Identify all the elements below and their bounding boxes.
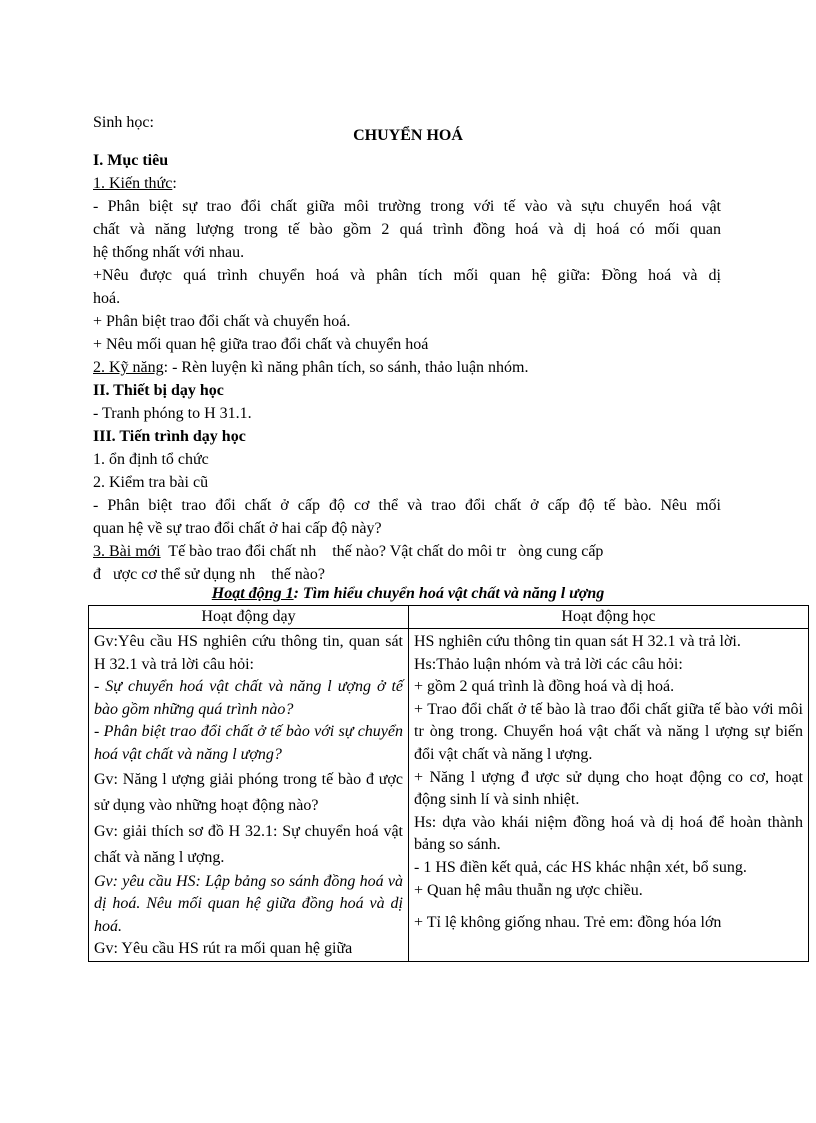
knowledge-line: chất và năng lượng trong tế bào gồm 2 quá trình đồng hoá và dị hoá có mối quan [93,221,721,238]
col-header-student: Hoạt động học [409,606,809,629]
student-paragraph: + Năng l ượng đ ược sử dụng cho hoạt động co cơ, hoạt động sinh lí và sinh nhiệt. [414,768,803,809]
knowledge-colon: : [172,175,177,192]
teacher-paragraph: - Phân biệt trao đổi chất ở tế bào với sự chuyển hoá vật chất và năng l ượng? [94,723,403,763]
student-paragraph: - 1 HS điền kết quả, các HS khác nhận xét, bổ sung. [414,858,747,876]
activity-table [88,605,809,962]
teacher-paragraph: Gv: Năng l ượng giải phóng trong tế bào đ ược sử dụng vào những hoạt động nào? [94,770,403,814]
process-line: quan hệ về sự trao đổi chất ở hai cấp độ này? [93,520,382,537]
student-paragraph: + gồm 2 quá trình là đồng hoá và dị hoá. [414,678,675,696]
new-lesson-line-2: đ ược cơ thể sử dụng nh thế nào? [93,566,325,583]
process-line: 2. Kiểm tra bài cũ [93,474,209,491]
activity-label: Hoạt động 1 [211,585,294,602]
knowledge-line: +Nêu được quá trình chuyển hoá và phân tích mối quan hệ giữa: Đồng hoá và dị [93,267,721,284]
section3-heading: III. Tiến trình dạy học [93,428,246,445]
teacher-paragraph: Gv: yêu cầu HS: Lập bảng so sánh đồng hoá và dị hoá. Nêu mối quan hệ giữa đồng hoá và dị hoá. [94,872,403,935]
new-lesson-text: Tế bào trao đổi chất nh thế nào? Vật chất do môi tr òng cung cấp [160,543,604,560]
knowledge-line: + Nêu mối quan hệ giữa trao đổi chất và chuyển hoá [93,336,429,353]
student-paragraph: Hs:Thảo luận nhóm và trả lời các câu hỏi: [414,655,683,673]
activity-title [0,583,816,605]
document-title: CHUYỂN HOÁ [353,127,463,144]
new-lesson-line [93,541,603,563]
student-paragraph: + Quan hệ mâu thuẫn ng ược chiều. [414,881,643,899]
skill-label: 2. Kỹ năng [93,359,164,376]
teacher-cell [89,629,409,962]
subject-label: Sinh học: [93,114,154,131]
knowledge-line: - Phân biệt sự trao đổi chất giữa môi trường trong với tế vào và sựu chuyển hoá vật [93,198,721,215]
table-row [89,629,809,962]
section1-heading: I. Mục tiêu [93,152,169,169]
table-header-row [89,606,809,629]
col-header-teacher: Hoạt động dạy [89,606,409,629]
teacher-paragraph: Gv:Yêu cầu HS nghiên cứu thông tin, quan sát H 32.1 và trả lời câu hỏi: [94,633,403,673]
skill-line [93,357,528,379]
new-lesson-label: 3. Bài mới [93,543,161,560]
process-line: 1. ổn định tổ chức [93,451,209,468]
activity-title-text: : Tìm hiểu chuyển hoá vật chất và năng l ượng [293,585,605,602]
skill-text: : - Rèn luyện kì năng phân tích, so sánh, thảo luận nhóm. [163,359,529,376]
student-paragraph: HS nghiên cứu thông tin quan sát H 32.1 và trả lời. [414,633,741,650]
student-paragraph: + Trao đổi chất ở tế bào là trao đổi chất giữa tế bào với môi tr òng trong. Chuyển hoá vật chất và năng l ượng sự biến đổi vật chất và năng l ượng. [414,700,803,763]
teacher-paragraph: - Sự chuyển hoá vật chất và năng l ượng ở tế bào gồm những quá trình nào? [94,678,403,718]
knowledge-label: 1. Kiến thức [93,175,173,192]
process-line: - Phân biệt trao đổi chất ở cấp độ cơ thể và trao đổi chất ở cấp độ tế bào. Nêu mối [93,497,721,514]
teacher-paragraph: Gv: giải thích sơ đồ H 32.1: Sự chuyển hoá vật chất và năng l ượng. [94,822,403,866]
knowledge-line: + Phân biệt trao đổi chất và chuyển hoá. [93,313,351,330]
teacher-paragraph: Gv: Yêu cầu HS rút ra mối quan hệ giữa [94,940,353,958]
student-cell [409,629,809,962]
section2-heading: II. Thiết bị dạy học [93,382,224,399]
knowledge-line: hệ thống nhất với nhau. [93,244,245,261]
equipment-line: - Tranh phóng to H 31.1. [93,405,252,422]
student-paragraph: Hs: dựa vào khái niệm đồng hoá và dị hoá để hoàn thành bảng so sánh. [414,813,803,854]
knowledge-heading [93,173,177,195]
student-paragraph: + Tỉ lệ không giống nhau. Trẻ em: đồng hóa lớn [414,914,722,932]
knowledge-line: hoá. [93,290,121,307]
